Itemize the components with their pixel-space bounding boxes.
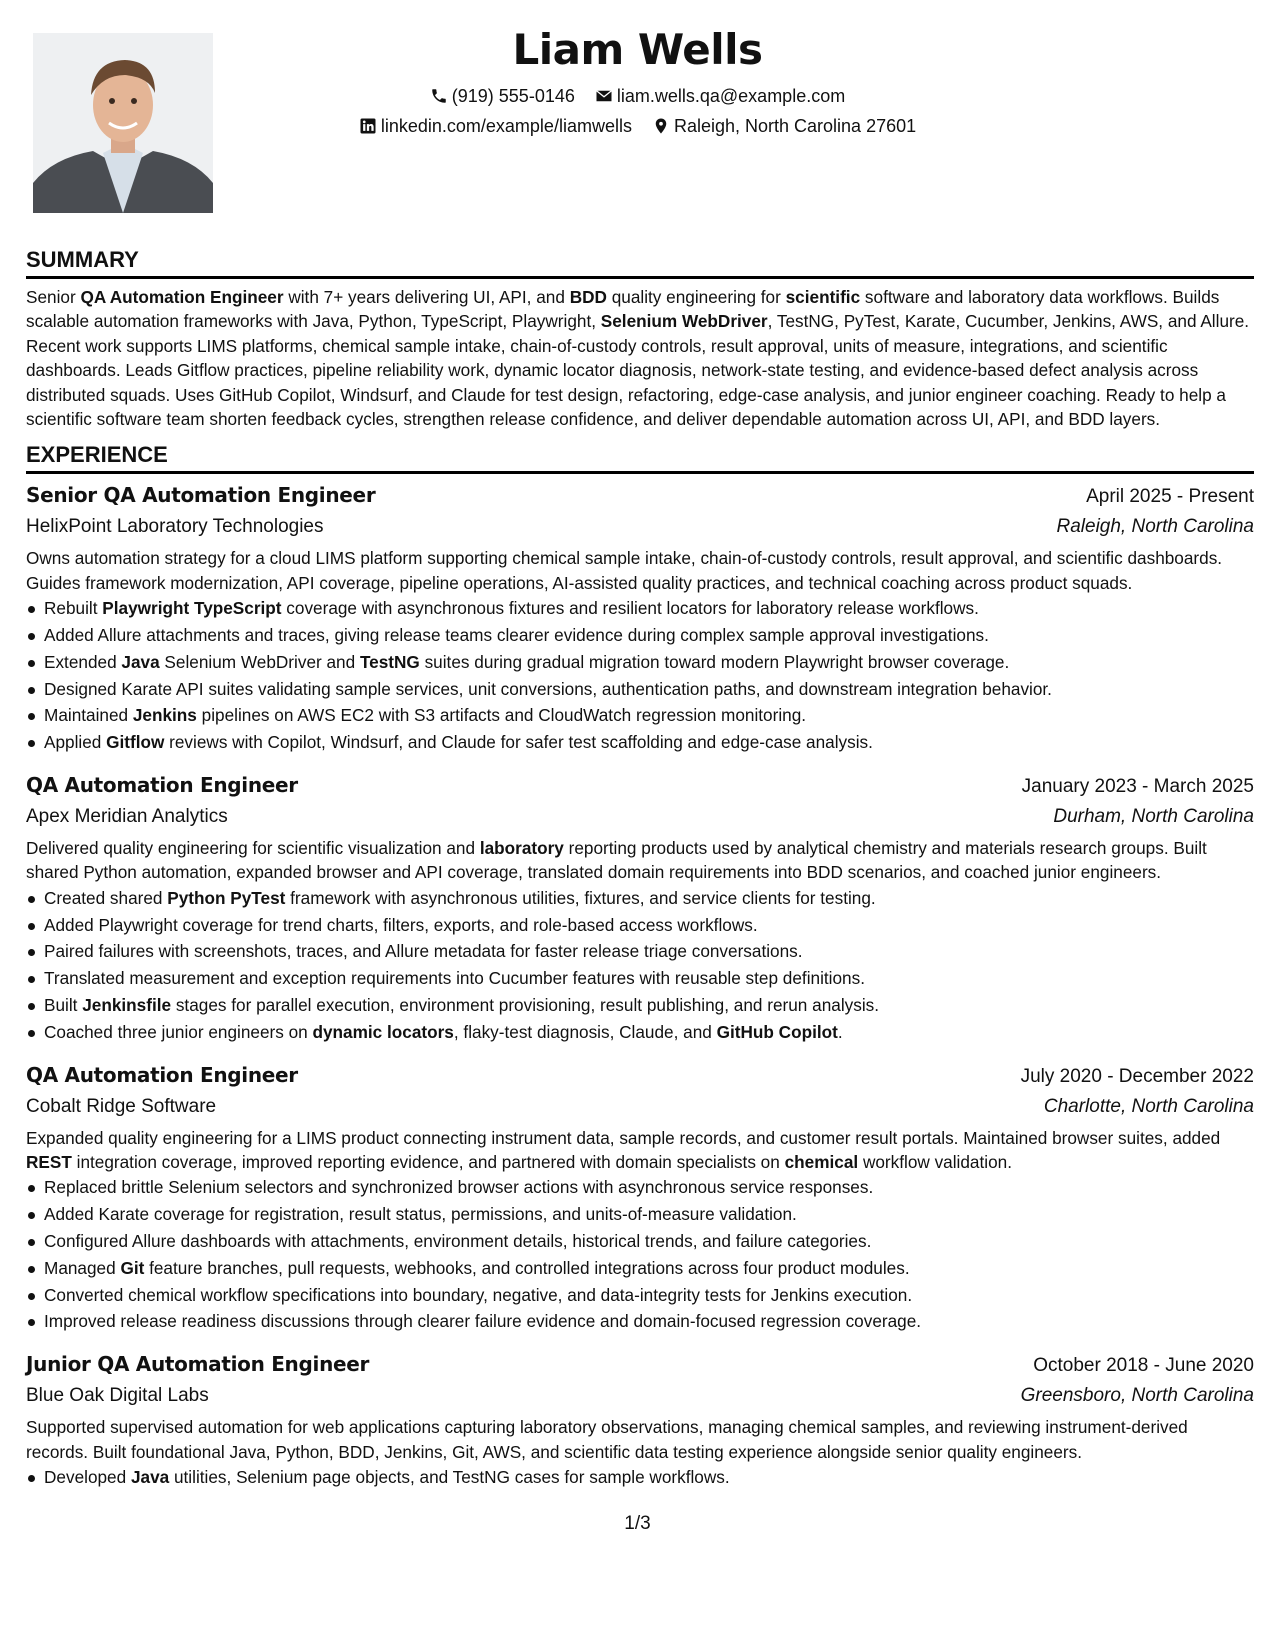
bold-term: REST bbox=[26, 1152, 72, 1173]
text-segment: Delivered quality engineering for scientific visualization and bbox=[26, 838, 480, 859]
text-segment: Translated measurement and exception requirements into Cucumber features with reusable step definitions. bbox=[44, 968, 865, 989]
job-title-row bbox=[26, 1349, 1254, 1381]
job-entry bbox=[26, 1060, 1254, 1336]
resume-header bbox=[230, 22, 1045, 138]
summary-segment: with 7+ years delivering UI, API, and bbox=[283, 287, 570, 307]
bullet-item bbox=[26, 885, 1254, 912]
text-segment: framework with asynchronous utilities, fixtures, and service clients for testing. bbox=[285, 887, 876, 908]
job-title-row bbox=[26, 480, 1254, 512]
job-title: QA Automation Engineer bbox=[26, 773, 298, 798]
job-title: Senior QA Automation Engineer bbox=[26, 483, 376, 508]
job-title-row bbox=[26, 770, 1254, 802]
text-segment: Replaced brittle Selenium selectors and synchronized browser actions with asynchronous service responses. bbox=[44, 1177, 874, 1198]
job-title: Junior QA Automation Engineer bbox=[26, 1352, 370, 1377]
bullet-item bbox=[26, 938, 1254, 965]
text-segment: Coached three junior engineers on bbox=[44, 1021, 313, 1042]
job-dates: January 2023 - March 2025 bbox=[1021, 776, 1254, 798]
text-segment: reviews with Copilot, Windsurf, and Claude for safer test scaffolding and edge-case analysis. bbox=[164, 732, 873, 753]
map-pin-icon bbox=[652, 117, 670, 135]
text-segment: suites during gradual migration toward modern Playwright browser coverage. bbox=[419, 651, 1010, 672]
job-location: Greensboro, North Carolina bbox=[1020, 1385, 1254, 1407]
summary-bold: QA Automation Engineer bbox=[80, 287, 284, 307]
linkedin-icon bbox=[359, 117, 377, 135]
experience-section bbox=[26, 441, 1254, 1490]
bullet-item bbox=[26, 1201, 1254, 1228]
bullet-item bbox=[26, 649, 1254, 676]
job-description bbox=[26, 836, 1254, 885]
job-description bbox=[26, 1415, 1254, 1464]
bullet-item bbox=[26, 1019, 1254, 1046]
bullet-item bbox=[26, 1464, 1254, 1491]
phone-text: (919) 555-0146 bbox=[451, 86, 575, 106]
job-description bbox=[26, 546, 1254, 595]
job-company-row bbox=[26, 1381, 1254, 1411]
text-segment: Extended bbox=[44, 651, 122, 672]
bold-term: Java bbox=[121, 651, 160, 672]
text-segment: Applied bbox=[44, 732, 107, 753]
email-text[interactable]: liam.wells.qa@example.com bbox=[616, 86, 846, 106]
job-bullets bbox=[26, 1464, 1254, 1491]
envelope-icon bbox=[595, 87, 613, 105]
resume-body bbox=[26, 246, 1254, 1501]
location-text: Raleigh, North Carolina 27601 bbox=[673, 116, 917, 136]
bullet-item bbox=[26, 595, 1254, 622]
bold-term: chemical bbox=[784, 1152, 859, 1173]
phone-icon bbox=[430, 87, 448, 105]
bold-term: Java bbox=[130, 1467, 170, 1488]
job-company-row bbox=[26, 512, 1254, 542]
summary-heading: SUMMARY bbox=[26, 246, 1254, 279]
job-entry bbox=[26, 1349, 1254, 1491]
bold-term: TestNG bbox=[359, 651, 420, 672]
text-segment: , flaky-test diagnosis, Claude, and bbox=[453, 1021, 717, 1042]
job-entry bbox=[26, 770, 1254, 1046]
bullet-item bbox=[26, 1174, 1254, 1201]
summary-segment: Senior bbox=[26, 287, 81, 307]
text-segment: Supported supervised automation for web applications capturing laboratory observations, managing chemical samples, and reviewing instrument-derived records. Built foundational Java, Python, BDD, Jenkins, Git, AWS, and scientific data testing experience alongside senior quality engineers. bbox=[26, 1417, 1188, 1462]
company-name: Cobalt Ridge Software bbox=[26, 1095, 217, 1117]
contact-line-1 bbox=[230, 84, 1045, 108]
experience-heading: EXPERIENCE bbox=[26, 441, 1254, 474]
company-name: Apex Meridian Analytics bbox=[26, 806, 228, 828]
bold-term: Jenkins bbox=[132, 705, 197, 726]
bold-term: Python PyTest bbox=[167, 887, 286, 908]
job-dates: July 2020 - December 2022 bbox=[1020, 1065, 1254, 1087]
text-segment: reporting products used by analytical chemistry and materials research groups. Built shared Python automation, expanded browser and API coverage, translated domain requirements into BDD scenarios, and coached junior engineers. bbox=[26, 838, 1207, 883]
job-list bbox=[26, 480, 1254, 1490]
bullet-item bbox=[26, 729, 1254, 756]
text-segment: coverage with asynchronous fixtures and resilient locators for laboratory release workflows. bbox=[281, 598, 979, 619]
text-segment: Created shared bbox=[44, 887, 168, 908]
job-company-row bbox=[26, 1092, 1254, 1122]
summary-text bbox=[26, 285, 1254, 431]
job-bullets bbox=[26, 885, 1254, 1046]
company-name: Blue Oak Digital Labs bbox=[26, 1385, 209, 1407]
summary-segment: quality engineering for bbox=[606, 287, 786, 307]
job-description bbox=[26, 1126, 1254, 1175]
job-location: Durham, North Carolina bbox=[1053, 806, 1254, 828]
bullet-item bbox=[26, 676, 1254, 703]
bullet-item bbox=[26, 1308, 1254, 1335]
bullet-item bbox=[26, 992, 1254, 1019]
summary-bold: BDD bbox=[569, 287, 607, 307]
linkedin-text[interactable]: linkedin.com/example/liamwells bbox=[380, 116, 632, 136]
job-bullets bbox=[26, 1174, 1254, 1335]
text-segment: Rebuilt bbox=[44, 598, 103, 619]
text-segment: . bbox=[837, 1021, 843, 1042]
job-entry bbox=[26, 480, 1254, 756]
text-segment: Improved release readiness discussions through clearer failure evidence and domain-focused regression coverage. bbox=[44, 1311, 922, 1332]
bullet-item bbox=[26, 1228, 1254, 1255]
summary-bold: Selenium WebDriver bbox=[600, 311, 768, 332]
bold-term: dynamic locators bbox=[312, 1021, 454, 1042]
portrait-image bbox=[33, 33, 213, 213]
bold-term: laboratory bbox=[479, 838, 564, 859]
text-segment: Expanded quality engineering for a LIMS product connecting instrument data, sample records, and customer result portals. Maintained browser suites, added bbox=[26, 1127, 1221, 1148]
page-number: 1/3 bbox=[624, 1513, 651, 1534]
email-contact[interactable] bbox=[595, 84, 845, 108]
bold-term: Gitflow bbox=[106, 732, 165, 753]
text-segment: Selenium WebDriver and bbox=[159, 651, 360, 672]
text-segment: Managed bbox=[44, 1257, 121, 1278]
text-segment: Configured Allure dashboards with attachments, environment details, historical trends, and failure categories. bbox=[44, 1231, 872, 1252]
location-contact bbox=[652, 114, 916, 138]
linkedin-contact[interactable] bbox=[359, 114, 632, 138]
job-location: Charlotte, North Carolina bbox=[1043, 1095, 1254, 1117]
summary-section bbox=[26, 246, 1254, 431]
job-company-row bbox=[26, 802, 1254, 832]
job-bullets bbox=[26, 595, 1254, 756]
job-dates: April 2025 - Present bbox=[1086, 486, 1254, 508]
bullet-item bbox=[26, 702, 1254, 729]
bold-term: Playwright TypeScript bbox=[102, 598, 282, 619]
text-segment: Added Playwright coverage for trend charts, filters, exports, and role-based access workflows. bbox=[44, 914, 758, 935]
text-segment: Added Allure attachments and traces, giving release teams clearer evidence during complex sample approval investigations. bbox=[44, 625, 989, 646]
bold-term: Git bbox=[120, 1257, 145, 1278]
bullet-item bbox=[26, 622, 1254, 649]
profile-photo bbox=[33, 33, 213, 213]
text-segment: Added Karate coverage for registration, result status, permissions, and units-of-measure validation. bbox=[44, 1204, 797, 1225]
job-title-row bbox=[26, 1060, 1254, 1092]
text-segment: workflow validation. bbox=[858, 1152, 1012, 1173]
bullet-item bbox=[26, 1282, 1254, 1309]
text-segment: utilities, Selenium page objects, and TestNG cases for sample workflows. bbox=[169, 1467, 730, 1488]
text-segment: stages for parallel execution, environment provisioning, result publishing, and rerun analysis. bbox=[171, 995, 880, 1016]
text-segment: pipelines on AWS EC2 with S3 artifacts and CloudWatch regression monitoring. bbox=[196, 705, 807, 726]
text-segment: integration coverage, improved reporting evidence, and partnered with domain specialists on bbox=[71, 1152, 785, 1173]
text-segment: Maintained bbox=[44, 705, 133, 726]
bullet-item bbox=[26, 1255, 1254, 1282]
text-segment: Developed bbox=[44, 1467, 131, 1488]
text-segment: Converted chemical workflow specifications into boundary, negative, and data-integrity tests for Jenkins execution. bbox=[44, 1284, 913, 1305]
text-segment: Owns automation strategy for a cloud LIMS platform supporting chemical sample intake, chain-of-custody controls, result approval, and scientific dashboards. Guides framework modernization, API coverage, pipeline operations, AI-assisted quality practices, and technical coaching across product squads. bbox=[26, 548, 1223, 593]
job-location: Raleigh, North Carolina bbox=[1056, 516, 1254, 538]
text-segment: Paired failures with screenshots, traces, and Allure metadata for faster release triage conversations. bbox=[44, 941, 803, 962]
text-segment: feature branches, pull requests, webhooks, and controlled integrations across four product modules. bbox=[144, 1257, 910, 1278]
bold-term: Jenkinsfile bbox=[82, 995, 172, 1016]
job-title: QA Automation Engineer bbox=[26, 1062, 298, 1087]
bullet-item bbox=[26, 912, 1254, 939]
phone-contact bbox=[430, 84, 575, 108]
candidate-name: Liam Wells bbox=[512, 25, 763, 74]
text-segment: Built bbox=[44, 995, 83, 1016]
summary-segment: software and laboratory data workflows. Builds scalable automation frameworks with Java, Python, TypeScript, Playwright, bbox=[26, 287, 1220, 332]
summary-segment: , TestNG, PyTest, Karate, Cucumber, Jenkins, AWS, and Allure. Recent work supports LIMS platforms, chemical sample intake, chain-of-custody controls, result approval, units of measure, integrations, and scientific dashboards. Leads Gitflow practices, pipeline reliability work, dynamic locator diagnosis, network-state testing, and evidence-based defect analysis across distributed squads. Uses GitHub Copilot, Windsurf, and Claude for test design, refactoring, edge-case analysis, and junior engineer coaching. Ready to help a scientific software team shorten feedback cycles, strengthen release confidence, and deliver dependable automation across UI, API, and BDD layers. bbox=[26, 311, 1250, 430]
bold-term: GitHub Copilot bbox=[716, 1021, 838, 1042]
company-name: HelixPoint Laboratory Technologies bbox=[26, 516, 324, 538]
bullet-item bbox=[26, 965, 1254, 992]
contact-line-2 bbox=[230, 114, 1045, 138]
summary-bold: scientific bbox=[785, 287, 861, 307]
text-segment: Designed Karate API suites validating sample services, unit conversions, authentication paths, and downstream integration behavior. bbox=[44, 678, 1052, 699]
job-dates: October 2018 - June 2020 bbox=[1033, 1355, 1254, 1377]
